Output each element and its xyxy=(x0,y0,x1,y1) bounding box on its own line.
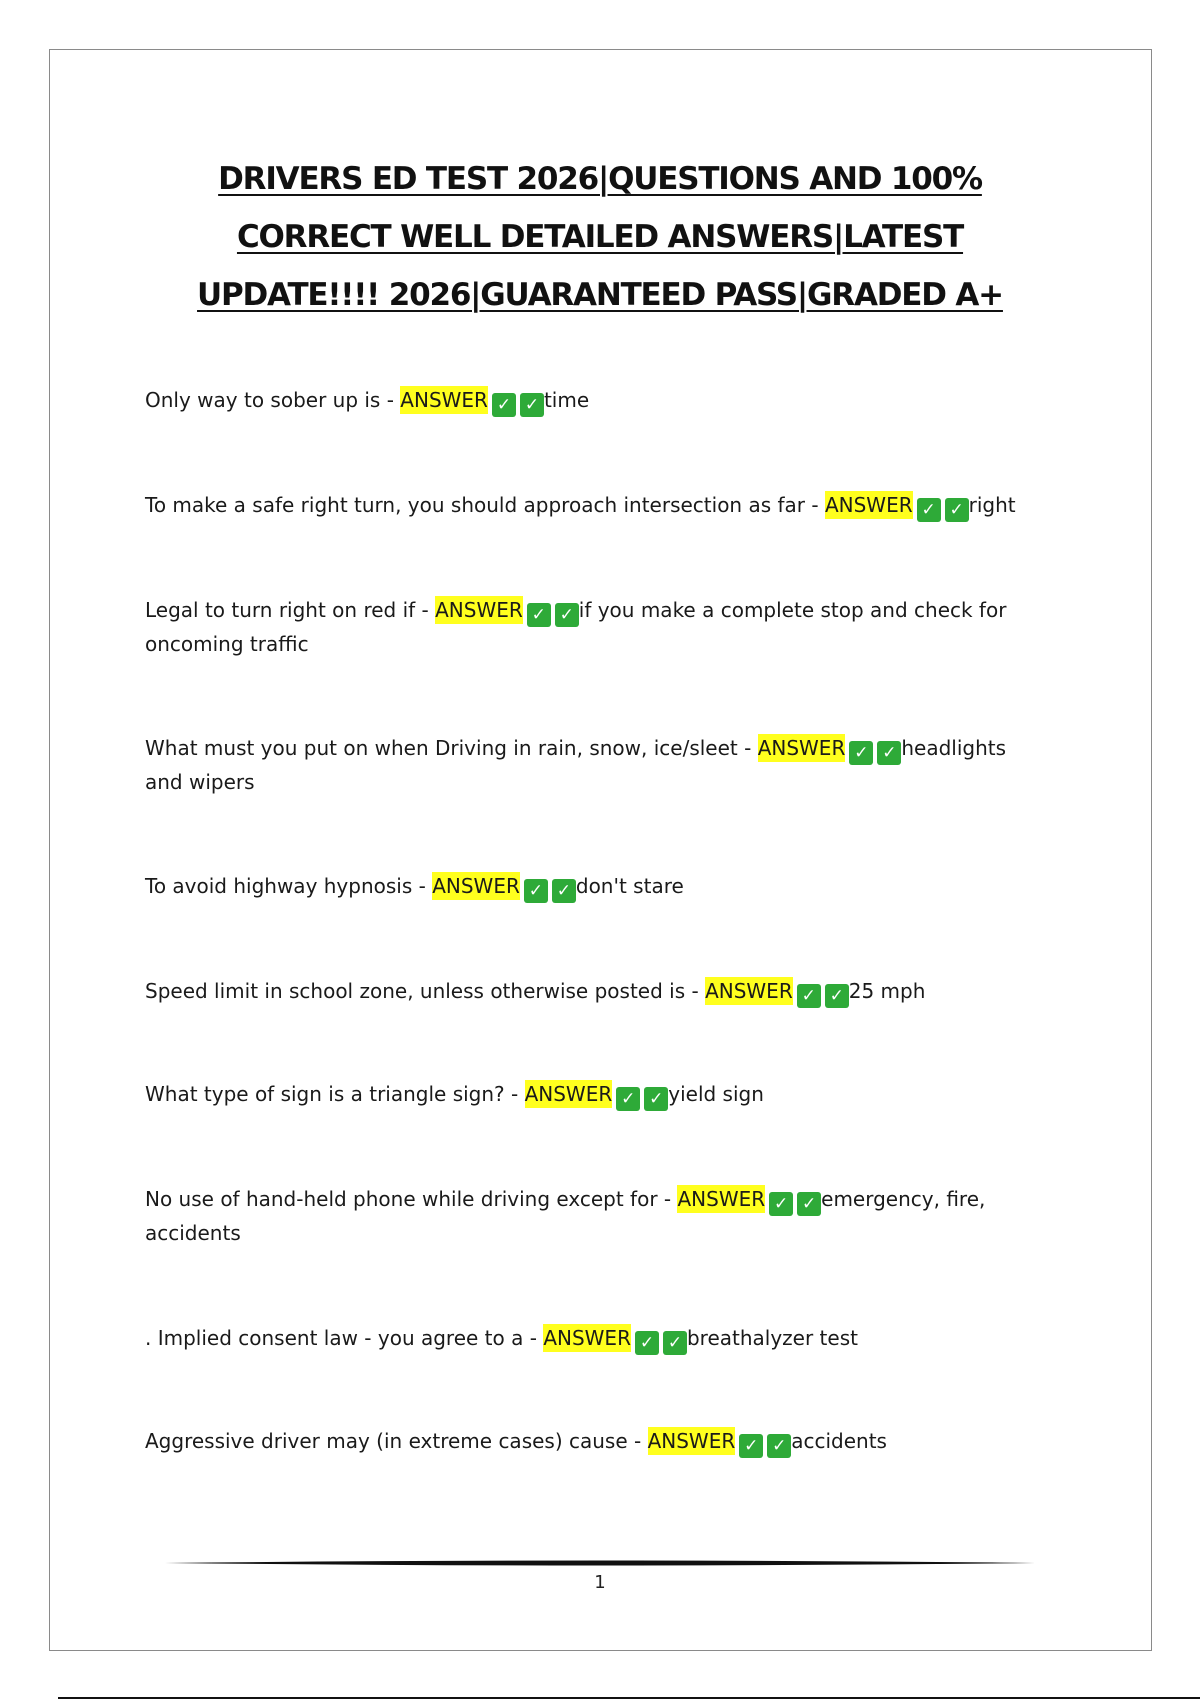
qa-item xyxy=(145,1321,1045,1355)
green-checkmark-icon: ✓ xyxy=(797,984,821,1008)
qa-item xyxy=(145,1077,1045,1111)
green-checkmark-icon: ✓ xyxy=(492,393,516,417)
question-text: Only way to sober up is - xyxy=(145,388,401,412)
green-checkmark-icon: ✓ xyxy=(739,1434,763,1458)
answer-text: accidents xyxy=(791,1429,887,1453)
question-text: To make a safe right turn, you should approach intersection as far - xyxy=(145,493,825,517)
answer-text: if you make a complete stop and check for oncoming traffic xyxy=(145,598,1007,656)
qa-item xyxy=(145,731,1045,799)
page-number: 1 xyxy=(594,1572,606,1593)
question-text: What type of sign is a triangle sign? - xyxy=(145,1082,525,1106)
answer-text: right xyxy=(968,493,1016,517)
green-checkmark-icon: ✓ xyxy=(520,393,544,417)
qa-item xyxy=(145,869,1045,903)
qa-item xyxy=(145,383,1045,417)
answer-label: ANSWER xyxy=(400,388,488,412)
question-text: No use of hand-held phone while driving except for - xyxy=(145,1187,678,1211)
green-checkmark-icon: ✓ xyxy=(663,1331,687,1355)
answer-label: ANSWER xyxy=(757,736,846,760)
answer-label: ANSWER xyxy=(524,1082,613,1106)
answer-text: 25 mph xyxy=(848,979,926,1003)
green-checkmark-icon: ✓ xyxy=(552,879,576,903)
green-checkmark-icon: ✓ xyxy=(945,498,969,522)
qa-item xyxy=(145,1182,1045,1250)
answer-label: ANSWER xyxy=(543,1326,631,1350)
answer-label: ANSWER xyxy=(824,493,913,517)
green-checkmark-icon: ✓ xyxy=(769,1192,793,1216)
green-checkmark-icon: ✓ xyxy=(635,1331,659,1355)
green-checkmark-icon: ✓ xyxy=(825,984,849,1008)
answer-label: ANSWER xyxy=(705,979,793,1003)
green-checkmark-icon: ✓ xyxy=(616,1087,640,1111)
answer-text: breathalyzer test xyxy=(686,1326,858,1350)
green-checkmark-icon: ✓ xyxy=(644,1087,668,1111)
question-text: . Implied consent law - you agree to a - xyxy=(145,1326,544,1350)
green-checkmark-icon: ✓ xyxy=(877,741,901,765)
answer-label: ANSWER xyxy=(647,1429,736,1453)
question-text: To avoid highway hypnosis - xyxy=(145,874,433,898)
answer-text: emergency, fire, accidents xyxy=(145,1187,986,1245)
question-text: Aggressive driver may (in extreme cases) cause - xyxy=(145,1429,648,1453)
document-title xyxy=(120,150,1080,324)
qa-item xyxy=(145,593,1045,661)
green-checkmark-icon: ✓ xyxy=(797,1192,821,1216)
green-checkmark-icon: ✓ xyxy=(917,498,941,522)
green-checkmark-icon: ✓ xyxy=(767,1434,791,1458)
qa-item xyxy=(145,488,1045,522)
answer-text: yield sign xyxy=(668,1082,764,1106)
qa-item xyxy=(145,1424,1045,1458)
question-text: Speed limit in school zone, unless otherwise posted is - xyxy=(145,979,706,1003)
title-line-2: CORRECT WELL DETAILED ANSWERS|LATEST xyxy=(236,219,964,255)
bottom-edge-line xyxy=(58,1697,1200,1699)
green-checkmark-icon: ✓ xyxy=(555,603,579,627)
answer-text: time xyxy=(543,388,590,412)
answer-text: headlights and wipers xyxy=(145,736,1007,794)
answer-label: ANSWER xyxy=(432,874,520,898)
qa-item xyxy=(145,974,1045,1008)
green-checkmark-icon: ✓ xyxy=(527,603,551,627)
footer-divider xyxy=(165,1560,1035,1566)
question-text: What must you put on when Driving in rain, snow, ice/sleet - xyxy=(145,736,758,760)
green-checkmark-icon: ✓ xyxy=(524,879,548,903)
answer-label: ANSWER xyxy=(677,1187,766,1211)
answer-label: ANSWER xyxy=(435,598,523,622)
green-checkmark-icon: ✓ xyxy=(849,741,873,765)
title-line-1: DRIVERS ED TEST 2026|QUESTIONS AND 100% xyxy=(218,161,982,197)
answer-text: don't stare xyxy=(575,874,684,898)
question-text: Legal to turn right on red if - xyxy=(145,598,436,622)
title-line-3: UPDATE!!!! 2026|GUARANTEED PASS|GRADED A+ xyxy=(197,277,1003,313)
